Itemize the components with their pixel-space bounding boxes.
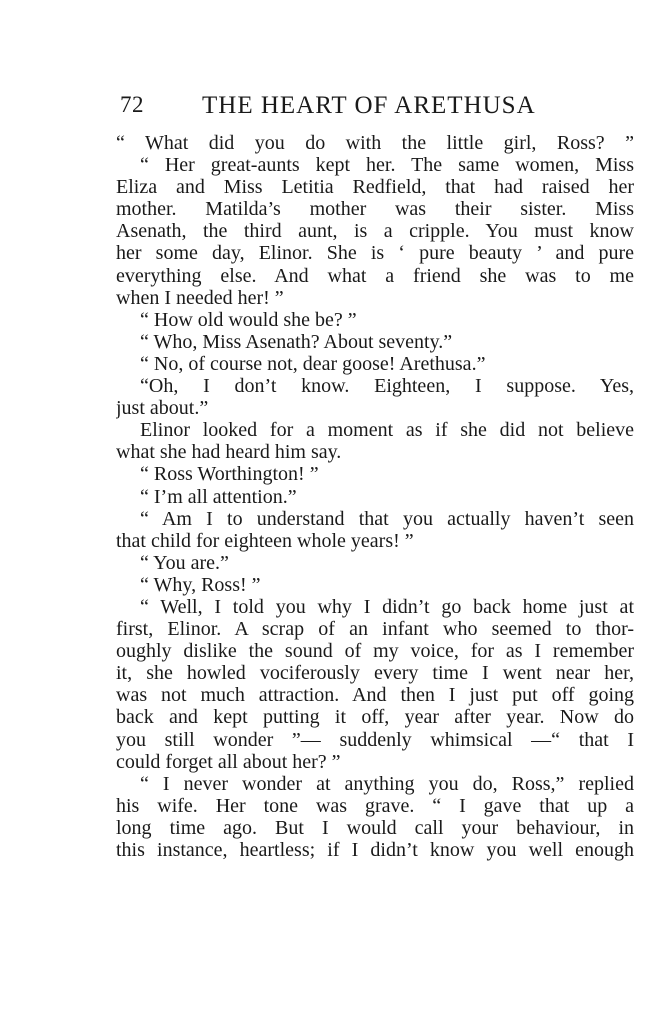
text-line: “ Who, Miss Asenath? About seventy.”	[140, 330, 453, 353]
text-line: that child for eighteen whole years! ”	[116, 529, 414, 552]
text-line: oughly dislike the sound of my voice, for as I remember	[116, 640, 634, 663]
book-title: THE HEART OF ARETHUSA	[202, 92, 536, 119]
text-line: “ I never wonder at anything you do, Ross,” replied	[140, 772, 634, 795]
text-line: “ You are.”	[140, 551, 229, 574]
text-line: it, she howled vociferously every time I went near her,	[116, 662, 634, 685]
text-line: what she had heard him say.	[116, 441, 342, 464]
text-line: Elinor looked for a moment as if she did not believe	[140, 419, 634, 442]
text-line: “ Why, Ross! ”	[140, 573, 261, 596]
text-line: you still wonder ”— suddenly whimsical —“ that I	[116, 728, 634, 751]
text-line: this instance, heartless; if I didn’t know you well enough	[116, 839, 634, 861]
text-line: everything else. And what a friend she was to me	[116, 264, 634, 287]
body-text	[116, 132, 634, 861]
text-line: Asenath, the third aunt, is a cripple. You must know	[116, 220, 634, 243]
text-line: first, Elinor. A scrap of an infant who seemed to thor-	[116, 618, 634, 641]
text-line: “Oh, I don’t know. Eighteen, I suppose. Yes,	[140, 375, 634, 398]
text-line: her some day, Elinor. She is ‘ pure beauty ’ and pure	[116, 242, 634, 265]
text-line: “ Am I to understand that you actually haven’t seen	[140, 507, 634, 530]
text-line: “ No, of course not, dear goose! Arethusa.”	[140, 352, 486, 375]
text-line: “ What did you do with the little girl, Ross? ”	[116, 132, 634, 154]
running-head	[120, 92, 640, 124]
text-line: could forget all about her? ”	[116, 750, 341, 773]
text-line: mother. Matilda’s mother was their sister. Miss	[116, 198, 634, 221]
page-number: 72	[120, 92, 144, 117]
text-line: long time ago. But I would call your behaviour, in	[116, 816, 634, 839]
text-line: just about.”	[116, 397, 209, 420]
text-line: “ I’m all attention.”	[140, 485, 297, 508]
text-line: back and kept putting it off, year after year. Now do	[116, 706, 634, 729]
text-line: “ How old would she be? ”	[140, 308, 357, 331]
text-line: “ Her great-aunts kept her. The same women, Miss	[140, 154, 634, 177]
text-line: when I needed her! ”	[116, 286, 284, 309]
text-line: his wife. Her tone was grave. “ I gave that up a	[116, 794, 634, 817]
text-line: Eliza and Miss Letitia Redfield, that had raised her	[116, 176, 634, 199]
text-line: “ Ross Worthington! ”	[140, 463, 319, 486]
text-line: was not much attraction. And then I just put off going	[116, 684, 634, 707]
text-line: “ Well, I told you why I didn’t go back home just at	[140, 595, 634, 618]
